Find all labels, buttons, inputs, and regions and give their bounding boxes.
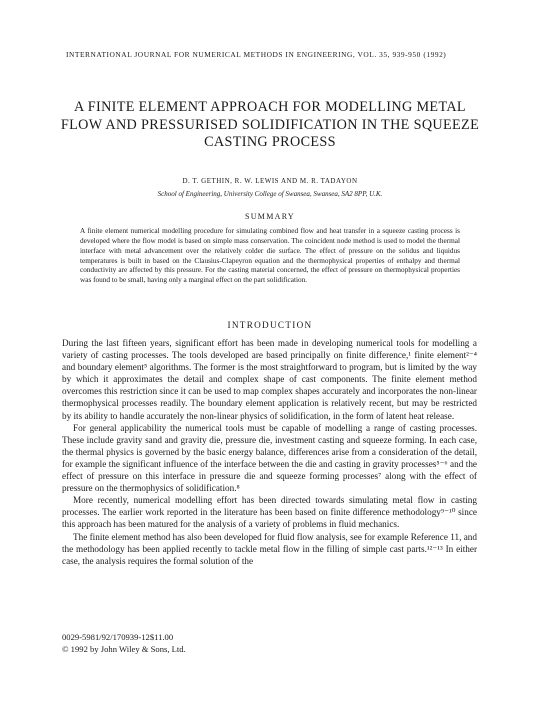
copyright-line: © 1992 by John Wiley & Sons, Ltd. xyxy=(62,644,186,654)
introduction-heading: INTRODUCTION xyxy=(227,320,313,330)
paragraph: For general applicability the numerical tools must be capable of modelling a range of casting processes. These include gravity sand and gravity die, pressure die, investment casting and squeeze forming. In each case, the thermal physics is governed by the basic energy balance, differences arise from a consideration of the detail, for example the significant influence of the interface between the die and casting in gravity processes⁵⁻⁶ and the effect of pressure on this interface in pressure die and squeeze forming processes⁷ along with the effect of pressure on the thermophysics of solidification.⁸ xyxy=(62,422,477,494)
paragraph: More recently, numerical modelling effort has been directed towards simulating metal flow in casting processes. The earlier work reported in the literature has been based on finite difference methodology⁹⁻¹⁰ since this approach has been matured for the analysis of a variety of problems in fluid mechanics. xyxy=(62,495,477,530)
author-list: D. T. GETHIN, R. W. LEWIS AND M. R. TADAYON xyxy=(182,177,358,185)
summary-text: A finite element numerical modelling procedure for simulating combined flow and heat transfer in a squeeze casting process is developed where the flow model is based on simple mass conservation. The coincident node method is used to model the thermal interface with metal advancement over the relatively colder die surface. The effect of pressure on the solidus and liquidus temperatures is built in based on the Clausius-Clapeyron equation and the thermophysical properties of enthalpy and thermal conductivity are affected by this pressure. For the casting material concerned, the effect of pressure on thermophysical properties was found to be small, having only a marginal effect on the part solidification. xyxy=(80,227,460,285)
paragraph: During the last fifteen years, significant effort has been made in developing numerical tools for modelling a variety of casting processes. The tools developed are based principally on finite difference,¹ finite element²⁻⁴ and boundary element⁵ algorithms. The former is the most straightforward to program, but is limited by the way by which it approximates the detail and complex shape of cast components. The finite element method overcomes this restriction since it can be used to map complex shapes accurately and incorporates the non-linear thermophysical processes readily. The boundary element application is relatively recent, but may be restricted by its ability to handle accurately the non-linear physics of solidification, in the form of latent heat release. xyxy=(62,338,477,421)
paper-title: A FINITE ELEMENT APPROACH FOR MODELLING METAL FLOW AND PRESSURISED SOLIDIFICATION IN THE SQUEEZE CASTING PROCESS xyxy=(60,99,480,150)
introduction-body xyxy=(62,337,477,567)
running-head: INTERNATIONAL JOURNAL FOR NUMERICAL METHODS IN ENGINEERING, VOL. 35, 939-950 (1992) xyxy=(66,50,447,59)
affiliation: School of Engineering, University College of Swansea, Swansea, SA2 8PP, U.K. xyxy=(157,190,383,198)
paragraph: The finite element method has also been developed for fluid flow analysis, see for example Reference 11, and the methodology has been applied recently to tackle metal flow in the filling of simple cast parts.¹²⁻¹³ In either case, the analysis requires the formal solution of the xyxy=(62,531,477,566)
article-code: 0029-5981/92/170939-12$11.00 xyxy=(62,632,174,642)
copyright-footer xyxy=(62,631,362,655)
summary-heading: SUMMARY xyxy=(244,212,295,221)
